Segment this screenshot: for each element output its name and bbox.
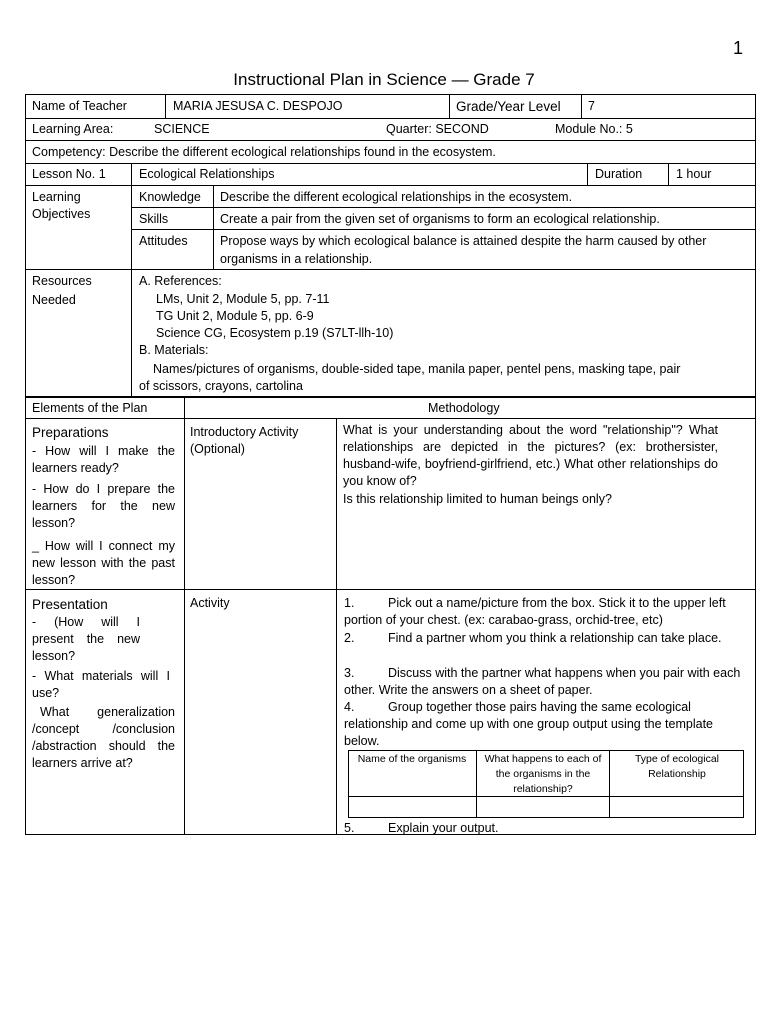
methodology-label: Methodology — [428, 401, 500, 415]
activity-step-number: 3. — [344, 666, 355, 680]
teacher-value: MARIA JESUSA C. DESPOJO — [173, 99, 343, 113]
presentation-title: Presentation — [32, 597, 108, 612]
teacher-label: Name of Teacher — [32, 99, 127, 113]
prep-question-3: _ How will I connect my new lesson with the past lesson? — [32, 539, 175, 587]
duration-label: Duration — [595, 167, 643, 181]
activity-step-text: Discuss with the partner what happens when you pair with each other. Write the answers on a sheet of paper. — [344, 666, 741, 697]
intro-activity-text-2: Is this relationship limited to human beings only? — [343, 492, 612, 506]
attitudes-label: Attitudes — [139, 234, 188, 248]
activity-step-number: 2. — [344, 631, 355, 645]
attitudes-text-1: Propose ways by which ecological balance is attained despite the harm caused by other — [220, 234, 707, 248]
pres-question-3: What generalization /concept /conclusion /abstraction should the learners arrive at? — [32, 705, 175, 770]
prep-question-1: - How will I make the learners ready? — [32, 444, 175, 475]
activity-step-number: 1. — [344, 596, 355, 610]
objectives-label-2: Objectives — [32, 207, 91, 221]
activity-step-text: Group together those pairs having the same ecological relationship and come up with one group output using the template below. — [344, 700, 713, 748]
duration-value: 1 hour — [676, 167, 712, 181]
learning-area-label: Learning Area: — [32, 122, 114, 136]
preparations-title: Preparations — [32, 425, 109, 440]
activity-step-text: Pick out a name/picture from the box. Stick it to the upper left portion of your chest. (ex: carabao-grass, orchid-tree, etc) — [344, 596, 726, 627]
module-number: Module No.: 5 — [555, 122, 633, 136]
reference-3: Science CG, Ecosystem p.19 (S7LT-llh-10) — [156, 326, 394, 340]
learning-area-value: SCIENCE — [154, 122, 210, 136]
prep-question-2: - How do I prepare the learners for the new lesson? — [32, 482, 175, 530]
reference-1: LMs, Unit 2, Module 5, pp. 7-11 — [156, 292, 330, 306]
competency: Competency: Describe the different ecological relationships found in the ecosystem. — [32, 145, 496, 159]
lesson-label: Lesson No. 1 — [32, 167, 106, 181]
references-heading: A. References: — [139, 274, 222, 288]
intro-activity-label: Introductory Activity (Optional) — [190, 425, 299, 456]
materials-line-1: Names/pictures of organisms, double-sided tape, manila paper, pentel pens, masking tape, pair — [153, 362, 681, 376]
pres-question-2: - What materials will I use? — [32, 669, 170, 700]
attitudes-text-2: organisms in a relationship. — [220, 252, 373, 266]
knowledge-text: Describe the different ecological relationships in the ecosystem. — [220, 190, 573, 204]
pres-question-1: - (How will I present the new lesson? — [32, 615, 140, 663]
quarter: Quarter: SECOND — [386, 122, 489, 136]
materials-line-2: of scissors, crayons, cartolina — [139, 379, 303, 393]
activity-step-text: Explain your output. — [388, 821, 499, 835]
reference-2: TG Unit 2, Module 5, pp. 6-9 — [156, 309, 314, 323]
activity-step-number: 4. — [344, 700, 355, 714]
skills-text: Create a pair from the given set of organisms to form an ecological relationship. — [220, 212, 660, 226]
activity-step-number: 5. — [344, 821, 355, 835]
resources-label-2: Needed — [32, 293, 76, 307]
template-header-what-happens: What happens to each of the organisms in the relationship? — [484, 753, 602, 795]
lesson-row — [25, 163, 756, 186]
activity-label: Activity — [190, 596, 230, 610]
resources-label-1: Resources — [32, 274, 92, 288]
page-number: 1 — [733, 38, 744, 58]
template-header-organisms: Name of the organisms — [357, 753, 467, 765]
grade-label: Grade/Year Level — [456, 99, 561, 114]
elements-label: Elements of the Plan — [32, 401, 148, 415]
skills-label: Skills — [139, 212, 169, 226]
lesson-value: Ecological Relationships — [139, 167, 275, 181]
materials-heading: B. Materials: — [139, 343, 209, 357]
activity-step-text: Find a partner whom you think a relationship can take place. — [388, 631, 722, 645]
teacher-row — [25, 94, 756, 119]
document-title: Instructional Plan in Science — Grade 7 — [233, 70, 535, 89]
grade-value: 7 — [588, 99, 595, 113]
template-header-type: Type of ecological Relationship — [634, 753, 720, 780]
intro-activity-text: What is your understanding about the word "relationship"? What relationships are depicted in the pictures? (ex: brothersister, husband-wife, boyfriend-girlfriend, etc.) What other relationships do you know of? — [343, 423, 718, 488]
knowledge-label: Knowledge — [139, 190, 201, 204]
objectives-label-1: Learning — [32, 190, 81, 204]
